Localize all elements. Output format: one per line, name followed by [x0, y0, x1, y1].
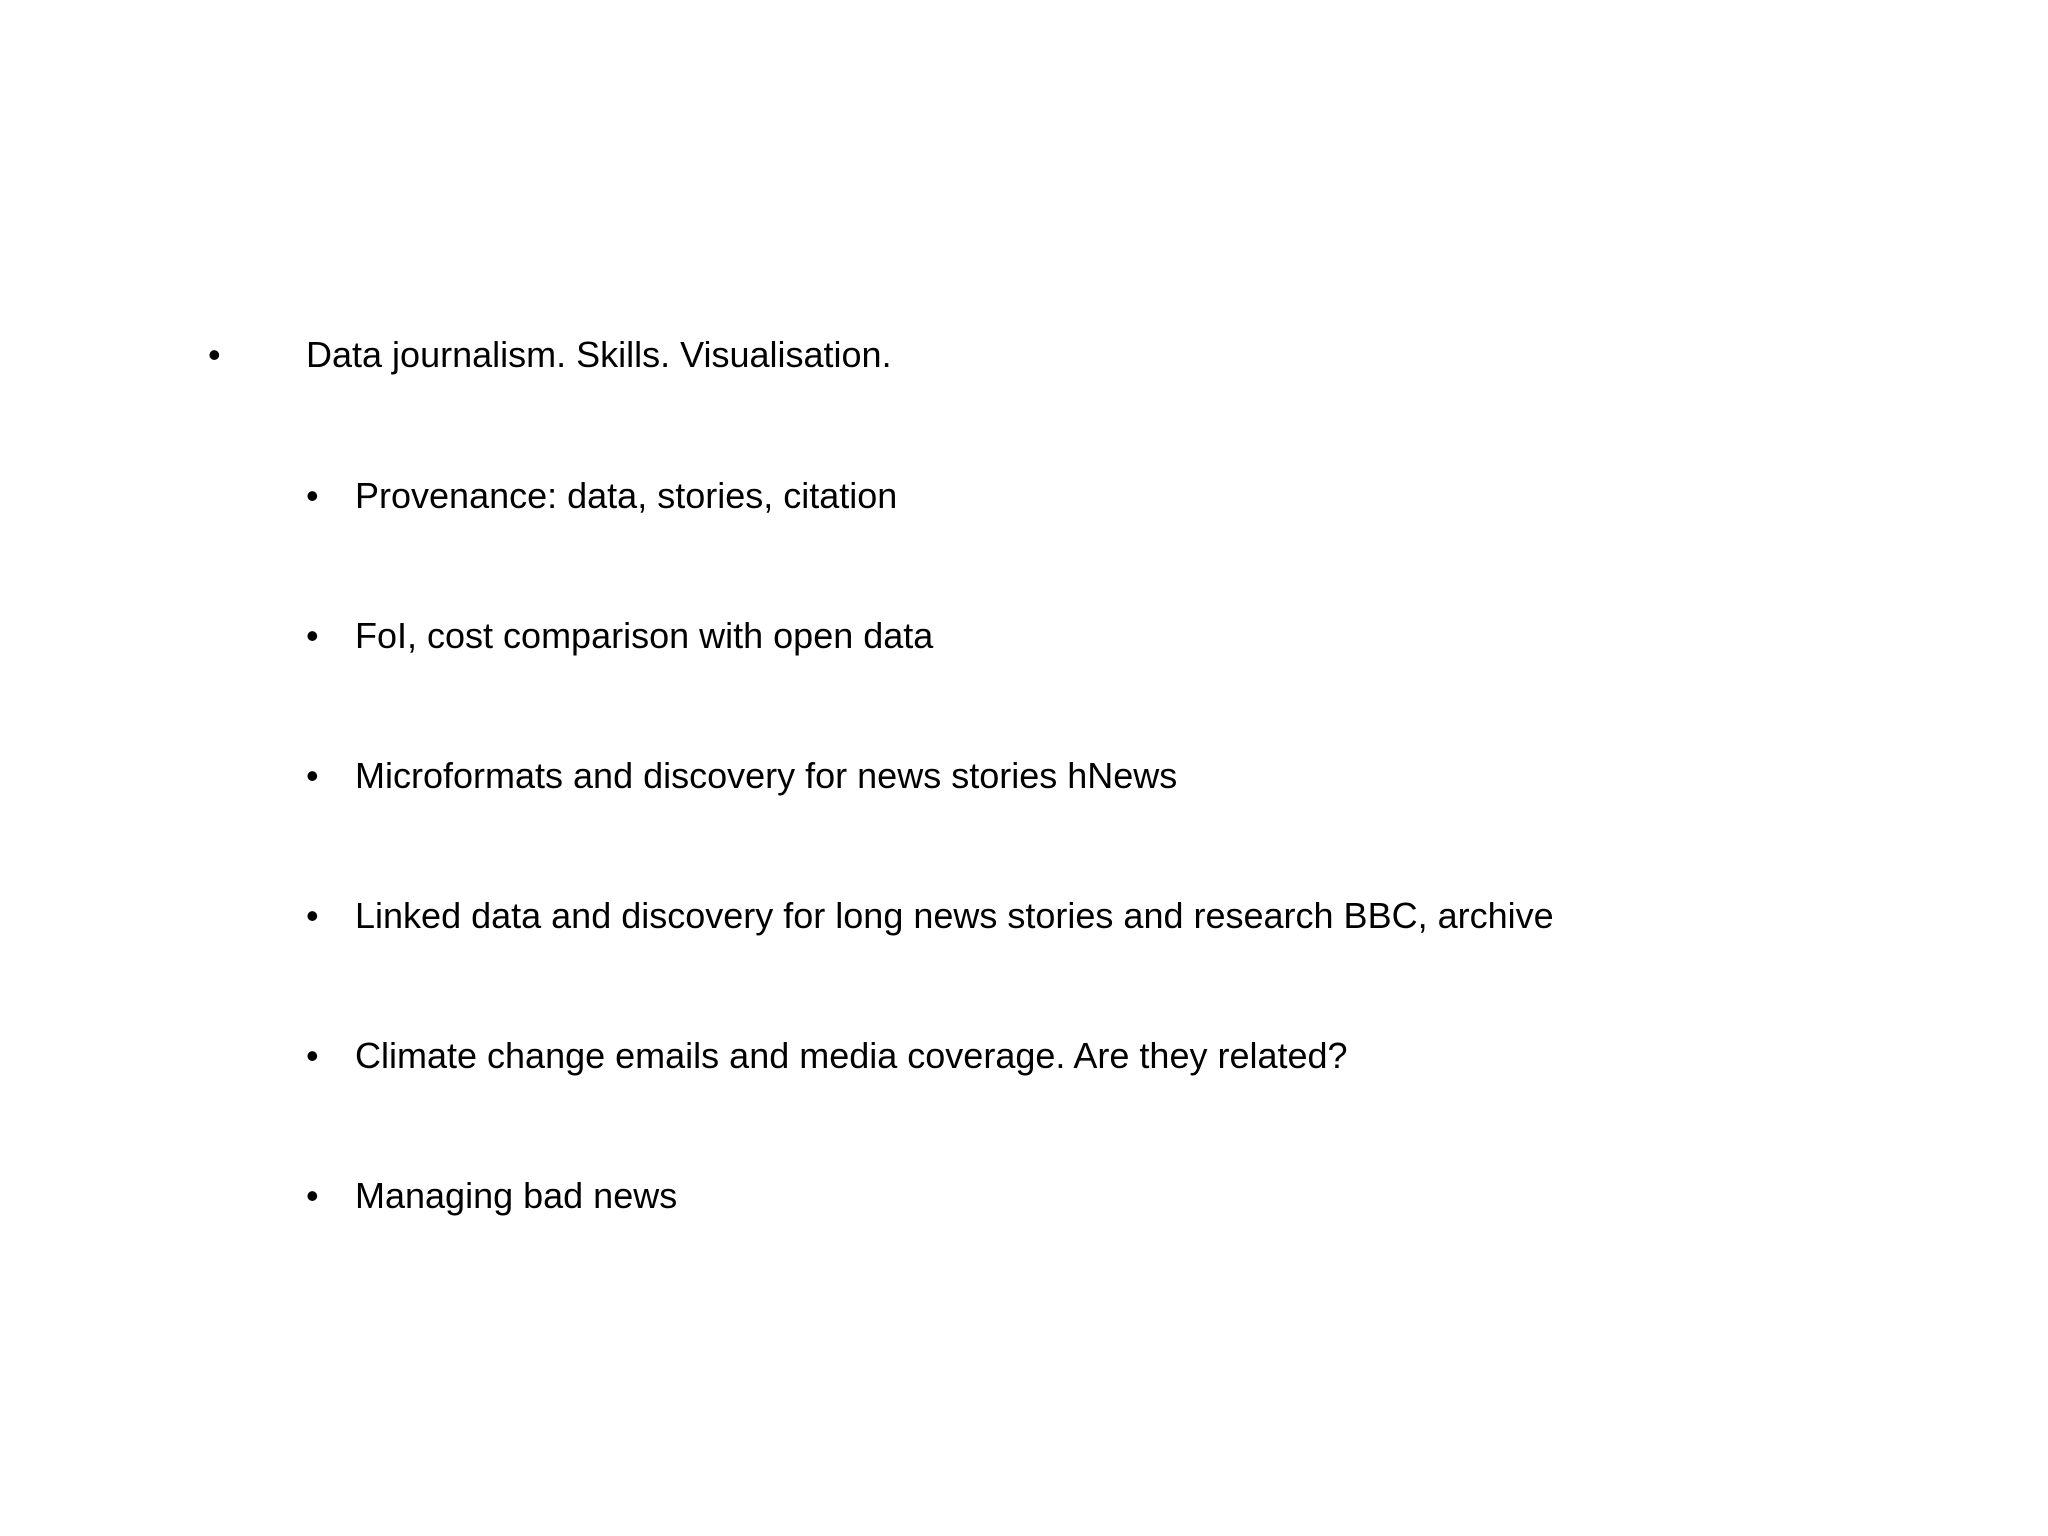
sub-bullet-item: [0, 1166, 2048, 1226]
bullet-text: Climate change emails and media coverage. Are they related?: [355, 1035, 1348, 1076]
bullet-text: Managing bad news: [355, 1175, 678, 1216]
bullet-marker: •: [306, 1175, 319, 1216]
bullet-marker: •: [306, 895, 319, 936]
sub-bullet-item: [0, 886, 2048, 946]
sub-bullet-item: [0, 606, 2048, 666]
bullet-marker: •: [306, 475, 319, 516]
bullet-marker: •: [306, 615, 319, 656]
bullet-marker: •: [306, 1035, 319, 1076]
bullet-text: Linked data and discovery for long news stories and research BBC, archive: [355, 895, 1554, 936]
bullet-item-main: [0, 325, 2048, 385]
sub-bullet-item: [0, 466, 2048, 526]
bullet-text: Provenance: data, stories, citation: [355, 475, 898, 516]
bullet-marker: •: [208, 334, 221, 375]
bullet-text: Microformats and discovery for news stories hNews: [355, 755, 1178, 796]
sub-bullet-item: [0, 1026, 2048, 1086]
bullet-text: Data journalism. Skills. Visualisation.: [306, 334, 892, 375]
bullet-text: FoI, cost comparison with open data: [355, 615, 934, 656]
bullet-marker: •: [306, 755, 319, 796]
sub-bullet-item: [0, 746, 2048, 806]
